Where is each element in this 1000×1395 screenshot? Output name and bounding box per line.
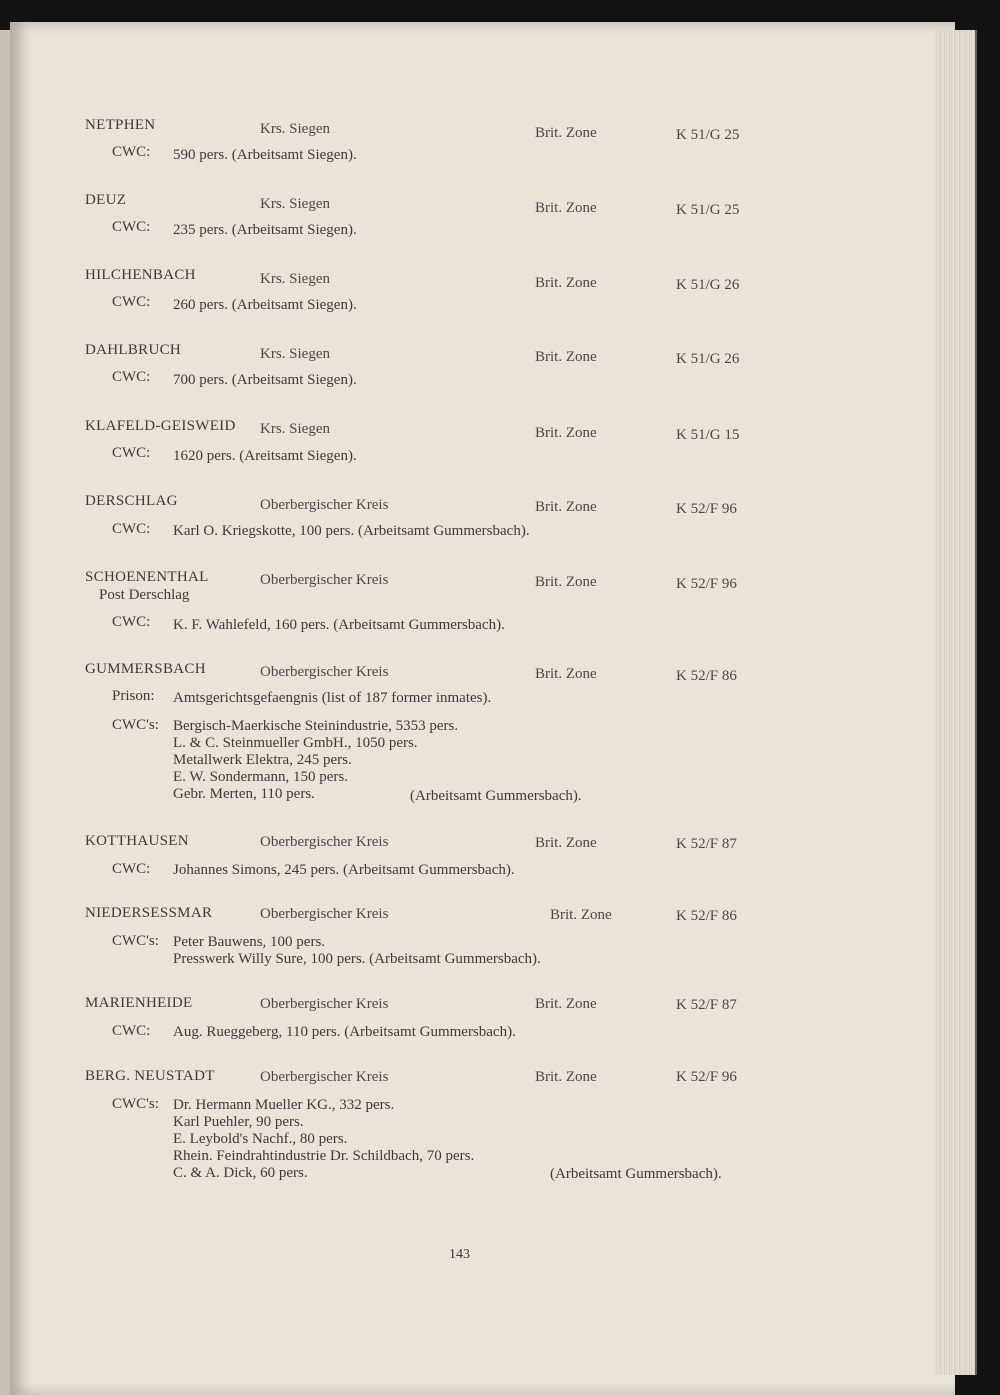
entry-source: (Arbeitsamt Gummersbach).: [550, 1166, 722, 1182]
entry-label: CWC's:: [112, 717, 159, 733]
entry-zone: Brit. Zone: [535, 1069, 597, 1085]
entry-grid-ref: K 52/F 86: [676, 908, 737, 924]
entry-line: Karl O. Kriegskotte, 100 pers. (Arbeitsamt Gummersbach).: [173, 523, 530, 539]
entry-label: CWC:: [112, 144, 151, 160]
entry-line: Dr. Hermann Mueller KG., 332 pers.: [173, 1097, 395, 1113]
entry-grid-ref: K 51/G 25: [676, 202, 740, 218]
entry-zone: Brit. Zone: [535, 499, 597, 515]
entry-label: CWC's:: [112, 1096, 159, 1112]
entry-town: NETPHEN: [85, 117, 156, 133]
entry-label: Prison:: [112, 688, 155, 704]
entry-grid-ref: K 51/G 15: [676, 427, 740, 443]
entry-district: Krs. Siegen: [260, 421, 330, 437]
entry-zone: Brit. Zone: [535, 125, 597, 141]
entry-town: BERG. NEUSTADT: [85, 1068, 215, 1084]
entry-district: Oberbergischer Kreis: [260, 497, 389, 513]
entry-district: Oberbergischer Kreis: [260, 996, 389, 1012]
entry-line: Bergisch-Maerkische Steinindustrie, 5353 pers.: [173, 718, 459, 734]
entry-label: CWC's:: [112, 933, 159, 949]
entry-line: 260 pers. (Arbeitsamt Siegen).: [173, 297, 357, 313]
entry-line: 590 pers. (Arbeitsamt Siegen).: [173, 147, 357, 163]
entry-label: CWC:: [112, 294, 151, 310]
entry-zone: Brit. Zone: [535, 574, 597, 590]
entry-line: Rhein. Feindrahtindustrie Dr. Schildbach, 70 pers.: [173, 1148, 475, 1164]
entry-line: 1620 pers. (Areitsamt Siegen).: [173, 448, 357, 464]
entry-town: DEUZ: [85, 192, 127, 208]
entry-line: Gebr. Merten, 110 pers.: [173, 786, 315, 802]
page-number: 143: [449, 1247, 470, 1262]
entry-label: CWC:: [112, 614, 151, 630]
entry-grid-ref: K 52/F 96: [676, 1069, 737, 1085]
entry-line: E. Leybold's Nachf., 80 pers.: [173, 1131, 348, 1147]
entry-grid-ref: K 51/G 25: [676, 127, 740, 143]
entry-zone: Brit. Zone: [535, 835, 597, 851]
entry-district: Krs. Siegen: [260, 346, 330, 362]
entry-grid-ref: K 52/F 96: [676, 501, 737, 517]
entry-zone: Brit. Zone: [535, 200, 597, 216]
entry-district: Oberbergischer Kreis: [260, 906, 389, 922]
entry-zone: Brit. Zone: [535, 425, 597, 441]
entry-line: K. F. Wahlefeld, 160 pers. (Arbeitsamt Gummersbach).: [173, 617, 505, 633]
entry-zone: Brit. Zone: [535, 996, 597, 1012]
entry-line: E. W. Sondermann, 150 pers.: [173, 769, 348, 785]
entry-subtown: Post Derschlag: [99, 587, 190, 603]
entry-district: Krs. Siegen: [260, 196, 330, 212]
entry-label: CWC:: [112, 219, 151, 235]
entry-grid-ref: K 52/F 87: [676, 997, 737, 1013]
entry-source: (Arbeitsamt Gummersbach).: [410, 788, 582, 804]
entry-district: Oberbergischer Kreis: [260, 1069, 389, 1085]
entry-line: Johannes Simons, 245 pers. (Arbeitsamt Gummersbach).: [173, 862, 515, 878]
entry-town: DAHLBRUCH: [85, 342, 182, 358]
entry-district: Krs. Siegen: [260, 121, 330, 137]
entry-district: Oberbergischer Kreis: [260, 834, 389, 850]
entry-town: MARIENHEIDE: [85, 995, 193, 1011]
entry-town: NIEDERSESSMAR: [85, 905, 213, 921]
entry-district: Krs. Siegen: [260, 271, 330, 287]
entry-district: Oberbergischer Kreis: [260, 572, 389, 588]
entry-town: KLAFELD-GEISWEID: [85, 418, 236, 434]
entry-town: GUMMERSBACH: [85, 661, 206, 677]
entry-line: C. & A. Dick, 60 pers.: [173, 1165, 308, 1181]
entry-grid-ref: K 52/F 96: [676, 576, 737, 592]
entry-line: Aug. Rueggeberg, 110 pers. (Arbeitsamt Gummersbach).: [173, 1024, 516, 1040]
page-stack-edge: [935, 30, 977, 1375]
entry-district: Oberbergischer Kreis: [260, 664, 389, 680]
entry-line: 700 pers. (Arbeitsamt Siegen).: [173, 372, 357, 388]
entry-grid-ref: K 52/F 87: [676, 836, 737, 852]
entry-zone: Brit. Zone: [535, 275, 597, 291]
entry-label: CWC:: [112, 445, 151, 461]
entry-town: SCHOENENTHAL: [85, 569, 209, 585]
entry-line: Amtsgerichtsgefaengnis (list of 187 former inmates).: [173, 690, 492, 706]
entry-grid-ref: K 51/G 26: [676, 351, 740, 367]
entry-town: KOTTHAUSEN: [85, 833, 189, 849]
entry-zone: Brit. Zone: [550, 907, 612, 923]
entry-zone: Brit. Zone: [535, 349, 597, 365]
entry-grid-ref: K 51/G 26: [676, 277, 740, 293]
entry-grid-ref: K 52/F 86: [676, 668, 737, 684]
entry-town: DERSCHLAG: [85, 493, 178, 509]
entry-town: HILCHENBACH: [85, 267, 196, 283]
entry-label: CWC:: [112, 1023, 151, 1039]
entry-line: L. & C. Steinmueller GmbH., 1050 pers.: [173, 735, 418, 751]
entry-zone: Brit. Zone: [535, 666, 597, 682]
entry-line: Metallwerk Elektra, 245 pers.: [173, 752, 352, 768]
entry-line: Peter Bauwens, 100 pers.: [173, 934, 326, 950]
entry-line: Presswerk Willy Sure, 100 pers. (Arbeitsamt Gummersbach).: [173, 951, 541, 967]
entry-label: CWC:: [112, 369, 151, 385]
entry-line: Karl Puehler, 90 pers.: [173, 1114, 304, 1130]
entry-label: CWC:: [112, 861, 151, 877]
entry-line: 235 pers. (Arbeitsamt Siegen).: [173, 222, 357, 238]
book-page: [10, 22, 955, 1395]
entry-label: CWC:: [112, 521, 151, 537]
